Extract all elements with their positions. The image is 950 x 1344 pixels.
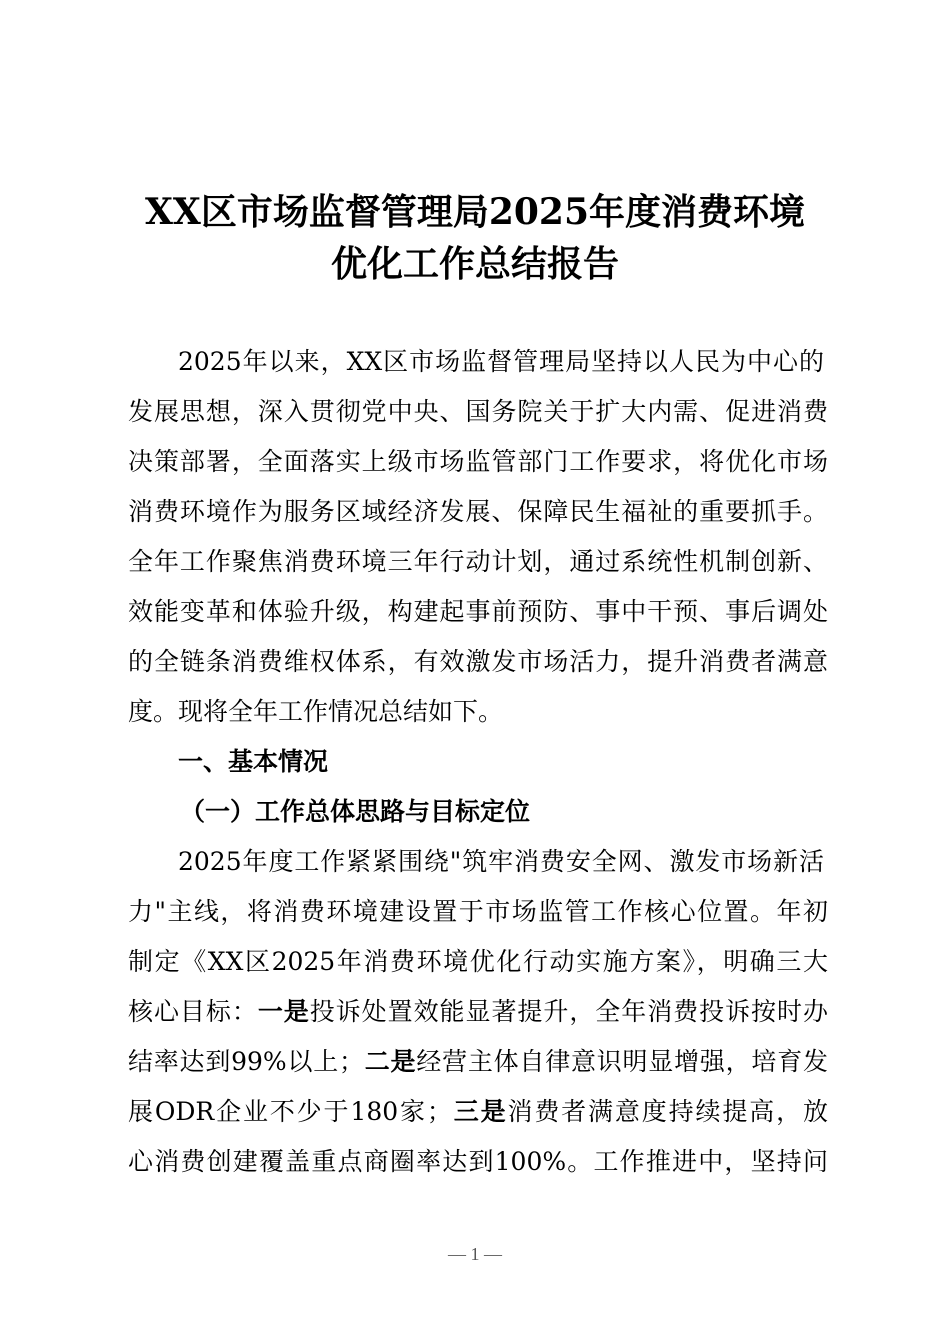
section-heading: 一、基本情况: [178, 747, 329, 776]
intro-line-3: 决策部署，全面落实上级市场监管部门工作要求，将优化市场: [128, 447, 828, 476]
intro-line-4: 消费环境作为服务区域经济发展、保障民生福祉的重要抓手。: [128, 497, 828, 526]
body-line-6: [128, 1087, 828, 1137]
subsection-heading: （一）工作总体思路与目标定位: [180, 797, 531, 826]
body-line-5-b: 经营主体自律意识明显增强，培育发: [416, 1047, 828, 1076]
body-line-4-a: 核心目标：: [128, 997, 258, 1026]
body-line-5-a: 结率达到99%以上；: [128, 1047, 364, 1076]
page-number: — 1 —: [448, 1244, 502, 1264]
intro-line-1: 2025年以来，XX区市场监督管理局坚持以人民为中心的: [178, 347, 824, 376]
document-title: [100, 186, 850, 290]
intro-line-7: 的全链条消费维权体系，有效激发市场活力，提升消费者满意: [128, 647, 828, 676]
intro-line-6: 效能变革和体验升级，构建起事前预防、事中干预、事后调处: [128, 597, 828, 626]
body-line-3: 制定《XX区2025年消费环境优化行动实施方案》，明确三大: [128, 947, 828, 976]
body-line-1: 2025年度工作紧紧围绕"筑牢消费安全网、激发市场新活: [178, 847, 824, 876]
body-line-2: 力"主线，将消费环境建设置于市场监管工作核心位置。年初: [128, 897, 828, 926]
body-line-4-b: 投诉处置效能显著提升，全年消费投诉按时办: [309, 997, 828, 1026]
body-line-7: 心消费创建覆盖重点商圈率达到100%。工作推进中，坚持问: [128, 1147, 828, 1176]
intro-line-5: 全年工作聚焦消费环境三年行动计划，通过系统性机制创新、: [128, 547, 828, 576]
goal-two-marker: 二是: [364, 1047, 417, 1076]
body-line-4: [128, 987, 828, 1037]
title-line-1: XX区市场监督管理局2025年度消费环境: [144, 191, 806, 233]
goal-three-marker: 三是: [451, 1097, 508, 1126]
intro-line-8: 度。现将全年工作情况总结如下。: [128, 697, 504, 726]
goal-one-marker: 一是: [257, 997, 310, 1026]
body-line-6-a: 展ODR企业不少于180家；: [128, 1097, 452, 1126]
body-line-5: [128, 1037, 828, 1087]
intro-line-2: 发展思想，深入贯彻党中央、国务院关于扩大内需、促进消费: [128, 397, 828, 426]
body-line-6-b: 消费者满意度持续提高，放: [507, 1097, 828, 1126]
title-line-2: 优化工作总结报告: [330, 243, 619, 285]
